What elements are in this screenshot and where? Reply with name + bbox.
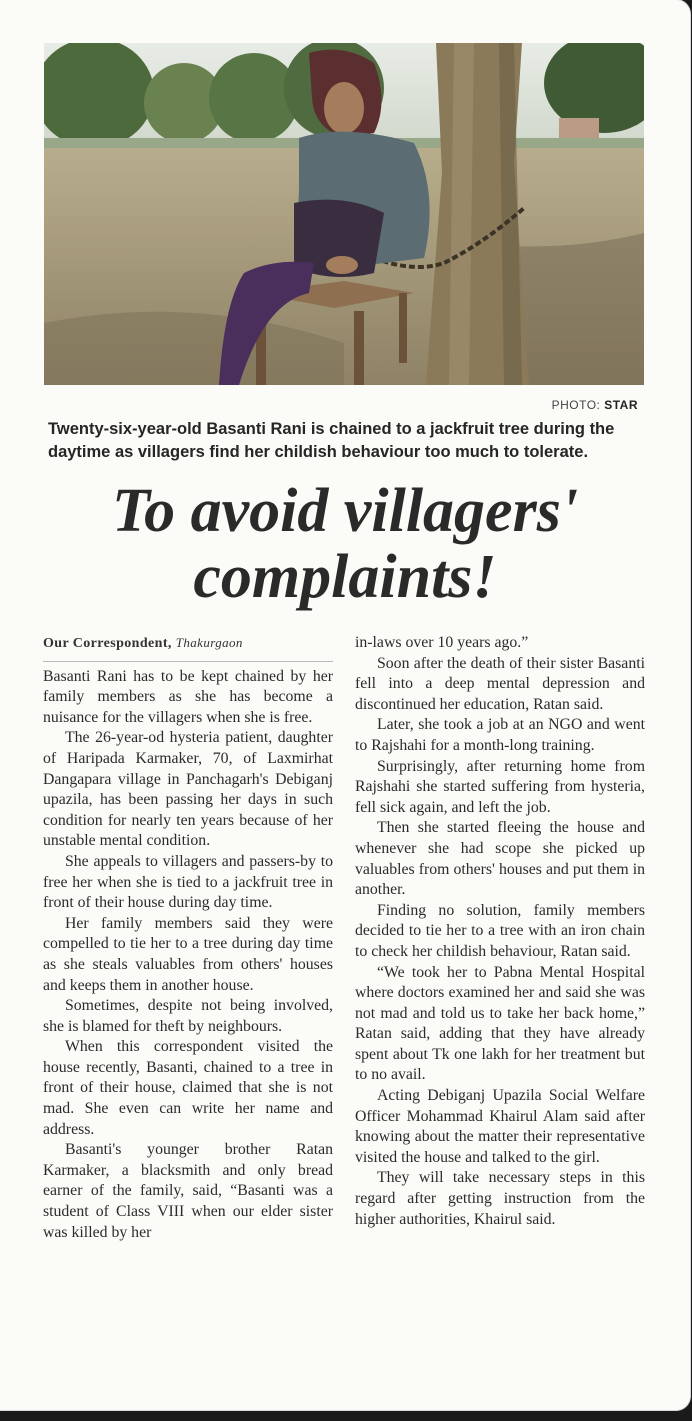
photo-credit — [552, 398, 638, 412]
article-column-2 — [355, 633, 645, 1230]
paragraph: Soon after the death of their sister Basanti fell into a deep mental depression and discontinued her education, Ratan said. — [355, 654, 645, 713]
paragraph: Later, she took a job at an NGO and went to Rajshahi for a month-long training. — [355, 716, 645, 754]
article-photo — [44, 43, 644, 385]
headline-line-2: complaints! — [193, 543, 497, 611]
photo-of-woman-chained-to-tree-icon — [44, 43, 644, 385]
paragraph: They will take necessary steps in this regard after getting instruction from the higher authorities, Khairul said. — [355, 1169, 645, 1228]
paragraph: The 26-year-od hysteria patient, daughter of Haripada Karmaker, 70, of Laxmirhat Dangapara village in Panchagarh's Debiganj upazila, has been passing her days in such condition for nearly ten years because of her unstable mental condition. — [43, 729, 333, 850]
paragraph: “We took her to Pabna Mental Hospital where doctors examined her and said she was not mad and told us to take her back home,” Ratan said, adding that they have already spent about Tk one lakh for her treatment but to no avail. — [355, 963, 645, 1084]
paragraph: in-laws over 10 years ago.” — [355, 634, 529, 651]
paragraph: Surprisingly, after returning home from Rajshahi she started suffering from hysteria, fell sick again, and left the job. — [355, 757, 645, 816]
headline — [0, 478, 690, 610]
paragraph: Finding no solution, family members decided to tie her to a tree with an iron chain to check her childish behaviour, Ratan said. — [355, 901, 645, 960]
paragraph: Basanti Rani has to be kept chained by her family members as she has become a nuisance for the villagers when she is free. — [43, 667, 333, 726]
byline — [43, 633, 333, 662]
byline-place: Thakurgaon — [175, 635, 243, 650]
article-column-1 — [43, 633, 333, 1243]
photo-credit-label: PHOTO: — [551, 398, 601, 412]
photo-caption: Twenty-six-year-old Basanti Rani is chained to a jackfruit tree during the daytime as villagers find her childish behaviour too much to tolerate. — [48, 420, 615, 461]
paragraph: She appeals to villagers and passers-by to free her when she is tied to a jackfruit tree in front of their house during day time. — [43, 852, 333, 912]
paragraph: Her family members said they were compelled to tie her to a tree during day time as she steals valuables from others' houses and keeps them in another house. — [43, 914, 333, 994]
headline-line-1: To avoid villagers' — [111, 477, 579, 545]
photo-credit-source: STAR — [604, 398, 638, 412]
paragraph: Sometimes, despite not being involved, she is blamed for theft by neighbours. — [43, 997, 333, 1035]
paragraph: Acting Debiganj Upazila Social Welfare Officer Mohammad Khairul Alam said after knowing about the matter their representative visited the house and talked to the girl. — [355, 1087, 645, 1166]
paragraph: Then she started fleeing the house and whenever she had scope she picked up valuables from others' houses and put them in another. — [355, 819, 645, 899]
byline-author: Our Correspondent, — [43, 636, 172, 651]
paragraph: When this correspondent visited the house recently, Basanti, chained to a tree in front of their house, claimed that she is not mad. She even can write her name and address. — [43, 1038, 333, 1138]
paragraph: Basanti's younger brother Ratan Karmaker, a blacksmith and only bread earner of the family, said, “Basanti was a student of Class VIII when our elder sister was killed by her — [43, 1141, 333, 1241]
